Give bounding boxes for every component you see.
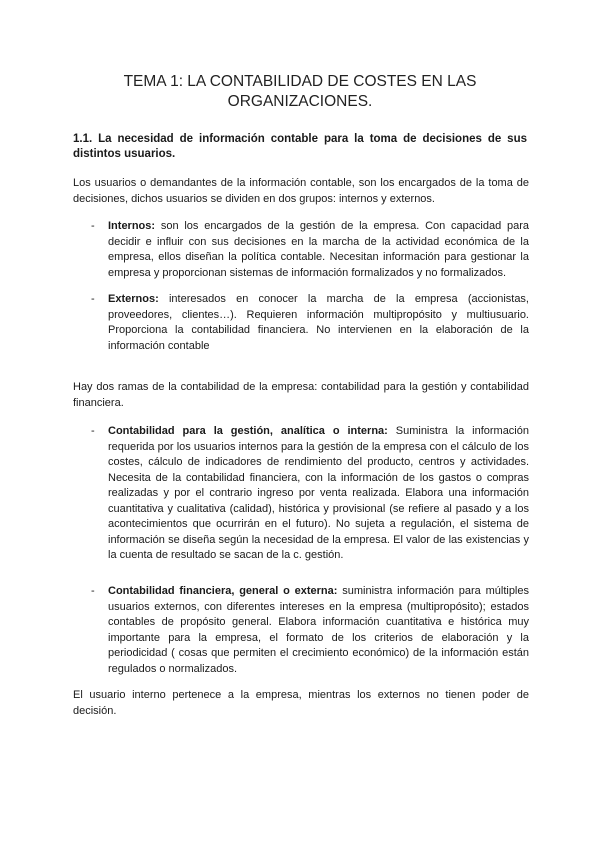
bullet-term: Externos: — [108, 293, 159, 305]
list-item-externos — [91, 292, 529, 354]
bullet-body: interesados en conocer la marcha de la empresa (accionistas, proveedores, clientes…). Requieren información multipropósito y multiusuario. Proporciona la contabilidad financiera. No intervienen en la elaboración de la información contable — [108, 293, 529, 352]
bullet-body: suministra información para múltiples usuarios externos, con diferentes intereses en la empresa (multipropósito); estados contables de propósito general. Elabora información cuantitativa e histórica muy importante para la empresa, el formato de los criterios de elaboración y la periodicidad ( cosas que permiten el crecimiento económico) de la información están regulados o normalizados. — [108, 585, 529, 675]
list-item-contabilidad-financiera — [91, 584, 529, 677]
bullet-term: Internos: — [108, 220, 156, 232]
bullet-dash: - — [91, 425, 95, 437]
bullet-body: son los encargados de la gestión de la empresa. Con capacidad para decidir e influir con sus decisiones en la marcha de la actividad económica de la empresa, ellos diseñan la política contable. Necesitan información para gestionar la empresa y proporcionan sistemas de información formalizados y no formalizados. — [108, 220, 529, 279]
bullet-term: Contabilidad financiera, general o externa: — [108, 585, 338, 597]
bullet-dash: - — [91, 220, 95, 232]
intro-paragraph: Los usuarios o demandantes de la información contable, son los encargados de la toma de decisiones, dichos usuarios se dividen en dos grupos: internos y externos. — [73, 177, 529, 205]
branches-paragraph: Hay dos ramas de la contabilidad de la empresa: contabilidad para la gestión y contabilidad financiera. — [73, 381, 529, 409]
title-line-2: ORGANIZACIONES. — [227, 93, 373, 110]
bullet-dash: - — [91, 293, 95, 305]
bullet-body: Suministra la información requerida por los usuarios internos para la gestión de la empresa con el cálculo de los costes, cálculo de indicadores de rendimiento del producto, centros y actividades. Necesita de la contabilidad financiera, con la información de los gastos o compras realizadas y por el contrario ingreso por venta realizada. Elabora una información cuantitativa y cualitativa (calidad), histórica y provisional (se refiere al pasado y a los acontecimientos que ocurrirán en el futuro). No sujeta a regulación, el sistema de información se diseña según la necesidad de la empresa. El valor de las existencias y la cuenta de resultado se sacan de la c. gestión. — [108, 425, 529, 561]
bullet-text — [108, 424, 529, 564]
title-line-1: TEMA 1: LA CONTABILIDAD DE COSTES EN LAS — [123, 73, 477, 90]
bullet-text — [108, 584, 529, 677]
bullet-term: Contabilidad para la gestión, analítica o interna: — [108, 425, 388, 437]
list-item-internos — [91, 219, 529, 281]
bullet-dash: - — [91, 585, 95, 597]
closing-paragraph: El usuario interno pertenece a la empresa, mientras los externos no tienen poder de decisión. — [73, 689, 529, 717]
list-item-contabilidad-gestion — [91, 424, 529, 564]
bullet-text — [108, 219, 529, 281]
bullet-text — [108, 292, 529, 354]
section-heading: 1.1. La necesidad de información contable para la toma de decisiones de sus distintos usuarios. — [73, 133, 527, 160]
page-title — [60, 72, 540, 112]
